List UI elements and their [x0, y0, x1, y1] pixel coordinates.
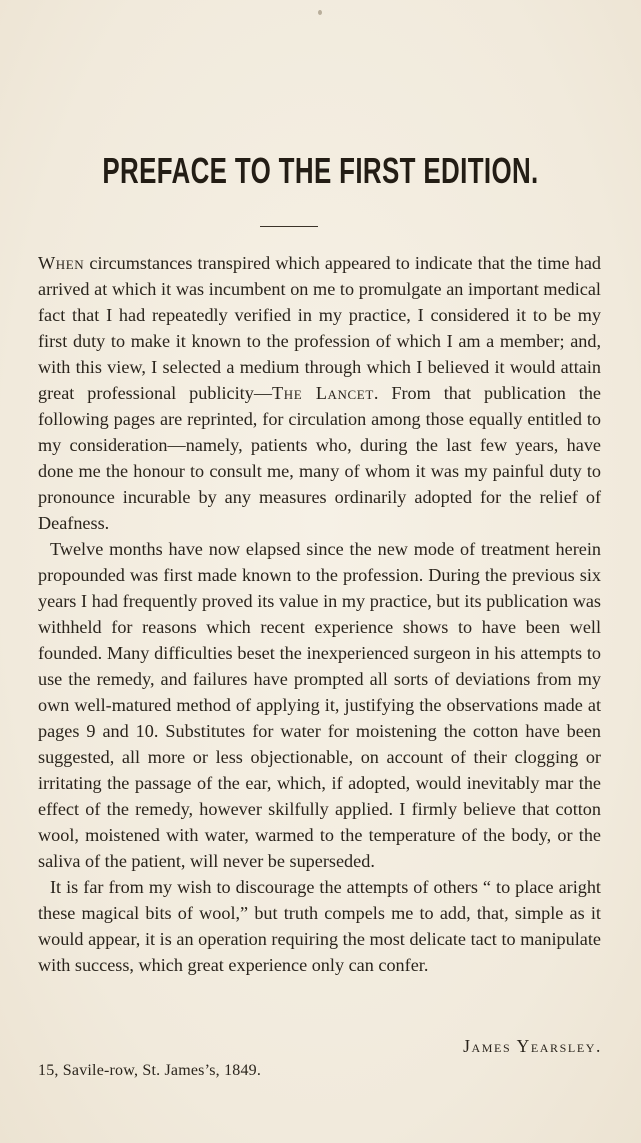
journal-name: The Lancet: [272, 383, 374, 403]
paragraph-1-lead-word: When: [38, 253, 85, 273]
paragraph-1: [38, 250, 601, 536]
paragraph-1-text-b: . From that publication the following pages are reprinted, for circulation among those equally entitled to my consideration—namely, patients who, during the last few years, have done me the honour to consult me, many of whom it was my painful duty to pronounce incurable by any measures ordinarily adopted for the relief of Deafness.: [38, 383, 601, 533]
paragraph-2: Twelve months have now elapsed since the new mode of treatment herein propounded was first made known to the profession. During the previous six years I had frequently proved its value in my practice, but its publication was withheld for reasons which recent experience shows to have been well founded. Many difficulties beset the inexperienced surgeon in his attempts to use the remedy, and failures have prompted all sorts of deviations from my own well-matured method of applying it, justifying the observations made at pages 9 and 10. Substitutes for water for moistening the cotton have been suggested, all more or less objectionable, on account of their clogging or irritating the passage of the ear, which, if adopted, would inevitably mar the effect of the remedy, however skilfully applied. I firmly believe that cotton wool, moistened with water, warmed to the temperature of the body, or the saliva of the patient, will never be superseded.: [38, 539, 601, 871]
title-rule-divider: [260, 226, 318, 227]
paper-speck: [318, 10, 322, 15]
author-signature: James Yearsley.: [463, 1036, 602, 1056]
preface-body: [38, 250, 601, 978]
paragraph-1-text-a: circumstances transpired which appeared to indicate that the time had arrived at which it was incumbent on me to promulgate an important medical fact that I had repeatedly verified in my practice, I considered it to be my first duty to make it known to the profession of which I am a member; and, with this view, I selected a medium through which I believed it would attain great professional publicity—: [38, 253, 601, 403]
page-title: PREFACE TO THE FIRST EDITION.: [102, 150, 539, 191]
author-address-date: 15, Savile-row, St. James’s, 1849.: [38, 1062, 262, 1079]
paragraph-3: It is far from my wish to discourage the attempts of others “ to place aright these magical bits of wool,” but truth compels me to add, that, simple as it would appear, it is an operation requiring the most delicate tact to manipulate with success, which great experience only can confer.: [38, 877, 601, 975]
